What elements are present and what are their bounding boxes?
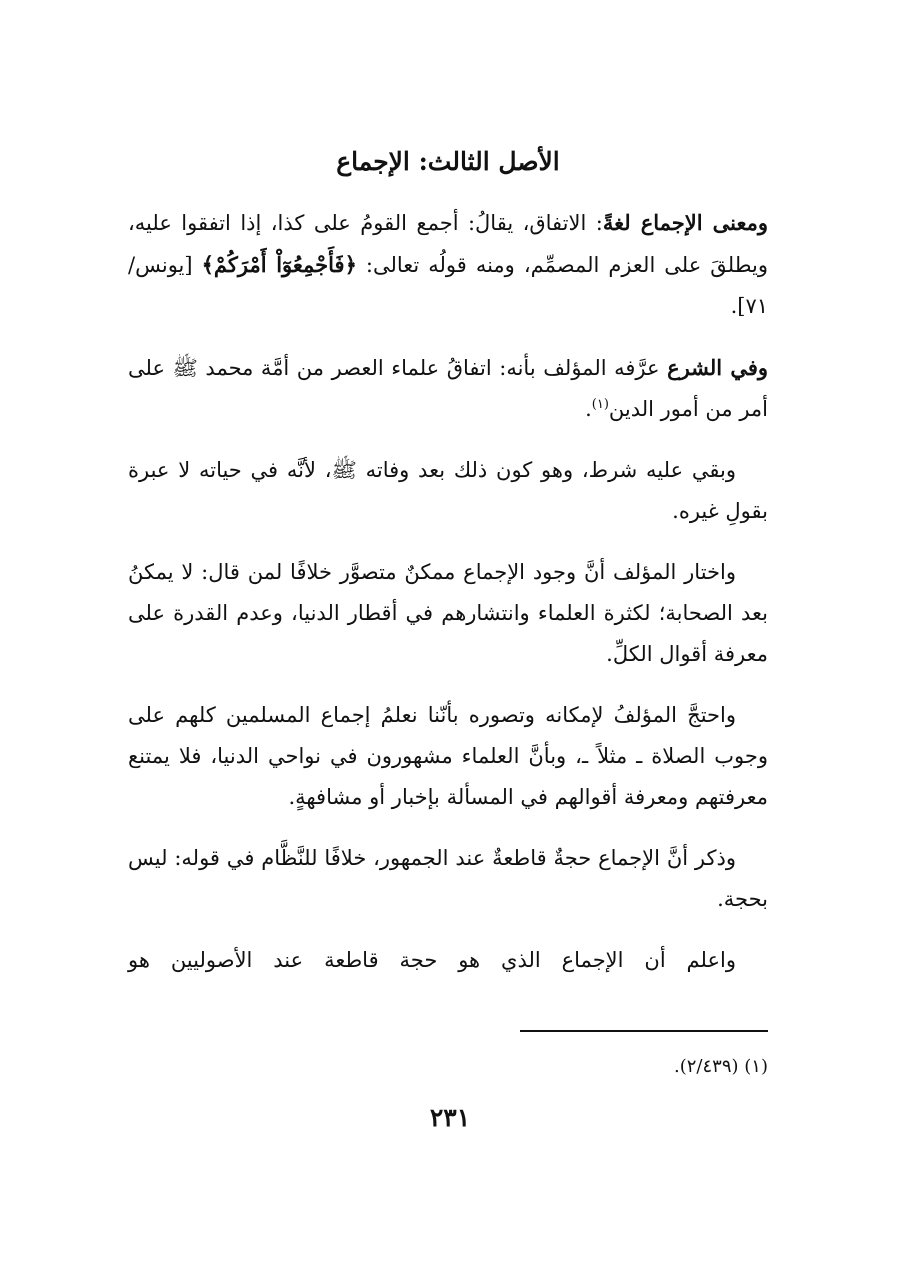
paragraph-continuation: واعلم أن الإجماع الذي هو حجة قاطعة عند الأصوليين هو [128,948,736,972]
paragraph-linguistic-meaning [128,202,768,327]
footnote-reference: (١) [591,397,609,412]
page-body [128,140,768,1001]
paragraph-text: عرَّفه المؤلف بأنه: اتفاقُ علماء العصر من أمَّة محمد ﷺ على أمر من أمور الدين [128,356,768,421]
paragraph-condition: وبقي عليه شرط، وهو كون ذلك بعد وفاته ﷺ، لأنَّه في حياته لا عبرة بقولِ غيره. [128,458,768,523]
paragraph-possibility: واختار المؤلف أنَّ وجود الإجماع ممكنٌ متصوَّر خلافًا لمن قال: لا يمكنُ بعد الصحابة؛ لكثرة العلماء وانتشارهم في أقطار الدنيا، وعدم القدرة على معرفة أقوال الكلِّ. [128,560,768,666]
term-linguistic: ومعنى الإجماع لغةً [602,210,769,235]
paragraph-legal-definition [128,347,768,430]
footnote-divider [520,1030,768,1032]
paragraph-text: : الاتفاق، يقالُ: أجمع القومُ على كذا، إذا اتفقوا عليه، ويطلقَ على العزم المصمِّم، ومنه قولُه تعالى: [128,211,768,277]
section-heading: الأصل الثالث: الإجماع [336,147,560,176]
quran-reference: [يونس/ ٧١]. [128,253,768,318]
quran-quote: ﴿فَأَجْمِعُوٓاْ أَمْرَكُمْ﴾ [201,252,357,277]
footnote: (١) (٢/٤٣٩). [674,1056,768,1077]
paragraph-argument: واحتجَّ المؤلفُ لإمكانه وتصوره بأنّنا نعلمُ إجماع المسلمين كلهم على وجوب الصلاة ـ مثلاً ـ، وبأنَّ العلماء مشهورون في نواحي الدنيا، فلا يمتنع معرفتهم ومعرفة أقوالهم في المسألة بإخبار أو مشافهةٍ. [128,703,768,809]
page-number: ٢٣١ [429,1103,471,1132]
term-legal: وفي الشرع [667,355,769,380]
paragraph-authority: وذكر أنَّ الإجماع حجةٌ قاطعةٌ عند الجمهور، خلافًا للنَّظَّام في قوله: ليس بحجة. [128,846,768,911]
paragraph-end-mark: . [585,397,592,421]
